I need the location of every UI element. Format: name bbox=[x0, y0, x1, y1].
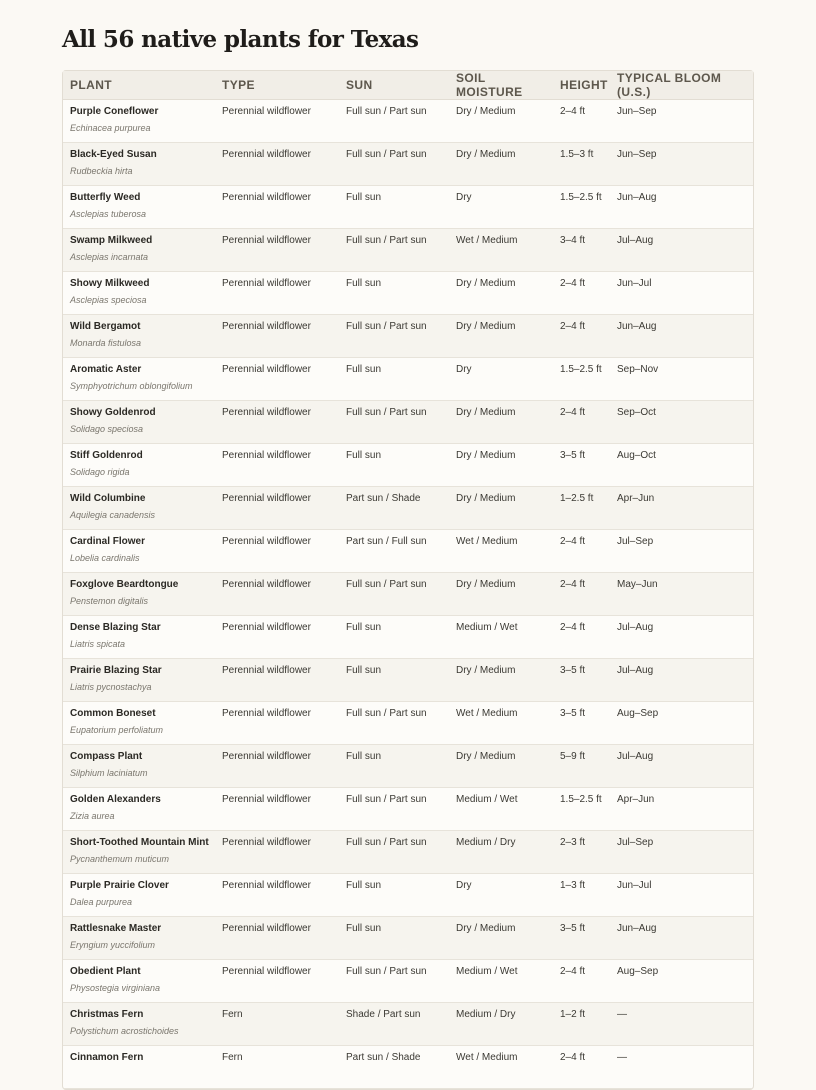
plant-type: Perennial wildflower bbox=[215, 702, 339, 745]
plant-height: 2–4 ft bbox=[553, 1046, 610, 1089]
column-header-height[interactable]: HEIGHT bbox=[553, 71, 610, 100]
plant-type: Perennial wildflower bbox=[215, 745, 339, 788]
plant-cell bbox=[63, 272, 215, 315]
plant-cell bbox=[63, 702, 215, 745]
plant-type: Perennial wildflower bbox=[215, 530, 339, 573]
plant-height: 1.5–3 ft bbox=[553, 143, 610, 186]
table-row bbox=[63, 530, 753, 573]
plant-common-name[interactable]: Dense Blazing Star bbox=[70, 622, 161, 633]
plant-height: 1–3 ft bbox=[553, 874, 610, 917]
plant-cell bbox=[63, 1003, 215, 1046]
plant-height: 3–5 ft bbox=[553, 917, 610, 960]
plant-type: Perennial wildflower bbox=[215, 143, 339, 186]
plant-height: 5–9 ft bbox=[553, 745, 610, 788]
plant-cell bbox=[63, 401, 215, 444]
plant-cell bbox=[63, 315, 215, 358]
plant-type: Perennial wildflower bbox=[215, 358, 339, 401]
column-header-bloom[interactable]: TYPICAL BLOOM (U.S.) bbox=[610, 71, 753, 100]
plant-common-name[interactable]: Purple Coneflower bbox=[70, 106, 159, 117]
column-header-sun[interactable]: SUN bbox=[339, 71, 449, 100]
plant-height: 1.5–2.5 ft bbox=[553, 358, 610, 401]
plant-common-name[interactable]: Cinnamon Fern bbox=[70, 1052, 144, 1063]
plant-sun: Full sun / Part sun bbox=[339, 401, 449, 444]
plant-scientific-name: Echinacea purpurea bbox=[70, 123, 151, 133]
plant-soil-moisture: Wet / Medium bbox=[449, 229, 553, 272]
plant-height: 2–4 ft bbox=[553, 960, 610, 1003]
plant-common-name[interactable]: Obedient Plant bbox=[70, 966, 141, 977]
table-row bbox=[63, 186, 753, 229]
plant-bloom: Jun–Aug bbox=[610, 186, 753, 229]
plant-scientific-name: Eupatorium perfoliatum bbox=[70, 725, 164, 735]
plant-bloom: Jun–Sep bbox=[610, 100, 753, 143]
plant-type: Perennial wildflower bbox=[215, 874, 339, 917]
plant-sun: Part sun / Full sun bbox=[339, 530, 449, 573]
table-row bbox=[63, 143, 753, 186]
plant-sun: Full sun bbox=[339, 358, 449, 401]
plant-height: 2–4 ft bbox=[553, 100, 610, 143]
plant-bloom: Aug–Sep bbox=[610, 702, 753, 745]
plant-bloom: Aug–Sep bbox=[610, 960, 753, 1003]
table-row bbox=[63, 960, 753, 1003]
plant-cell bbox=[63, 229, 215, 272]
plant-common-name[interactable]: Golden Alexanders bbox=[70, 794, 161, 805]
plant-height: 3–5 ft bbox=[553, 659, 610, 702]
plant-cell bbox=[63, 1046, 215, 1089]
plant-soil-moisture: Dry / Medium bbox=[449, 100, 553, 143]
table-row bbox=[63, 229, 753, 272]
table-header-row bbox=[63, 71, 753, 100]
plant-type: Perennial wildflower bbox=[215, 100, 339, 143]
plant-scientific-name: Symphyotrichum oblongifolium bbox=[70, 381, 193, 391]
plant-height: 3–5 ft bbox=[553, 444, 610, 487]
plant-common-name[interactable]: Swamp Milkweed bbox=[70, 235, 153, 246]
plant-cell bbox=[63, 874, 215, 917]
plant-sun: Full sun / Part sun bbox=[339, 315, 449, 358]
plant-cell bbox=[63, 143, 215, 186]
plant-sun: Full sun / Part sun bbox=[339, 143, 449, 186]
plant-scientific-name: Aquilegia canadensis bbox=[70, 510, 156, 520]
plant-cell bbox=[63, 186, 215, 229]
plant-common-name[interactable]: Purple Prairie Clover bbox=[70, 880, 169, 891]
plant-sun: Full sun / Part sun bbox=[339, 960, 449, 1003]
plant-type: Perennial wildflower bbox=[215, 401, 339, 444]
plant-scientific-name: Rudbeckia hirta bbox=[70, 166, 133, 176]
plant-scientific-name: Lobelia cardinalis bbox=[70, 553, 140, 563]
plant-sun: Full sun bbox=[339, 659, 449, 702]
plant-bloom: Jun–Sep bbox=[610, 143, 753, 186]
plant-common-name[interactable]: Butterfly Weed bbox=[70, 192, 141, 203]
table-row bbox=[63, 917, 753, 960]
plant-scientific-name: Eryngium yuccifolium bbox=[70, 940, 156, 950]
plant-scientific-name: Physostegia virginiana bbox=[70, 983, 161, 993]
plant-scientific-name: Asclepias tuberosa bbox=[70, 209, 147, 219]
plant-bloom: Jun–Aug bbox=[610, 917, 753, 960]
table-row bbox=[63, 100, 753, 143]
plant-soil-moisture: Dry / Medium bbox=[449, 272, 553, 315]
plant-type: Perennial wildflower bbox=[215, 917, 339, 960]
plant-scientific-name: Liatris pycnostachya bbox=[70, 682, 152, 692]
plant-type: Perennial wildflower bbox=[215, 272, 339, 315]
table-row bbox=[63, 487, 753, 530]
plant-soil-moisture: Medium / Wet bbox=[449, 788, 553, 831]
plant-cell bbox=[63, 616, 215, 659]
plant-type: Perennial wildflower bbox=[215, 229, 339, 272]
plant-scientific-name: Asclepias incarnata bbox=[70, 252, 149, 262]
plant-sun: Full sun / Part sun bbox=[339, 788, 449, 831]
column-header-soil-moisture[interactable]: SOIL MOISTURE bbox=[449, 71, 553, 100]
plant-height: 2–4 ft bbox=[553, 616, 610, 659]
plant-scientific-name: Silphium laciniatum bbox=[70, 768, 148, 778]
plant-common-name[interactable]: Common Boneset bbox=[70, 708, 156, 719]
table-row bbox=[63, 659, 753, 702]
plant-type: Perennial wildflower bbox=[215, 831, 339, 874]
plant-common-name[interactable]: Christmas Fern bbox=[70, 1009, 144, 1020]
plant-common-name[interactable]: Wild Columbine bbox=[70, 493, 146, 504]
plant-height: 1–2 ft bbox=[553, 1003, 610, 1046]
plant-bloom: — bbox=[610, 1003, 753, 1046]
plant-cell bbox=[63, 917, 215, 960]
plant-bloom: Apr–Jun bbox=[610, 487, 753, 530]
plant-common-name[interactable]: Wild Bergamot bbox=[70, 321, 141, 332]
plant-common-name[interactable]: Aromatic Aster bbox=[70, 364, 142, 375]
plant-height: 1.5–2.5 ft bbox=[553, 186, 610, 229]
plant-type: Fern bbox=[215, 1003, 339, 1046]
plant-height: 2–4 ft bbox=[553, 315, 610, 358]
plant-cell bbox=[63, 530, 215, 573]
plant-scientific-name: Dalea purpurea bbox=[70, 897, 133, 907]
plant-scientific-name: Asclepias speciosa bbox=[70, 295, 147, 305]
plant-common-name[interactable]: Showy Milkweed bbox=[70, 278, 150, 289]
plant-sun: Full sun / Part sun bbox=[339, 831, 449, 874]
plant-soil-moisture: Dry / Medium bbox=[449, 444, 553, 487]
plant-common-name[interactable]: Black-Eyed Susan bbox=[70, 149, 157, 160]
plant-type: Perennial wildflower bbox=[215, 659, 339, 702]
plant-bloom: Apr–Jun bbox=[610, 788, 753, 831]
plant-height: 3–4 ft bbox=[553, 229, 610, 272]
plant-sun: Full sun bbox=[339, 616, 449, 659]
plant-sun: Full sun bbox=[339, 745, 449, 788]
plant-common-name[interactable]: Cardinal Flower bbox=[70, 536, 146, 547]
plant-soil-moisture: Dry / Medium bbox=[449, 745, 553, 788]
plant-cell bbox=[63, 358, 215, 401]
plant-sun: Full sun / Part sun bbox=[339, 573, 449, 616]
plant-type: Perennial wildflower bbox=[215, 788, 339, 831]
plant-bloom: May–Jun bbox=[610, 573, 753, 616]
table-row bbox=[63, 573, 753, 616]
plant-height: 2–3 ft bbox=[553, 831, 610, 874]
plant-cell bbox=[63, 659, 215, 702]
plant-bloom: Sep–Oct bbox=[610, 401, 753, 444]
plant-common-name[interactable]: Short-Toothed Mountain Mint bbox=[70, 837, 209, 848]
plant-scientific-name: Pycnanthemum muticum bbox=[70, 854, 170, 864]
table-row bbox=[63, 1003, 753, 1046]
plant-sun: Full sun bbox=[339, 917, 449, 960]
plant-type: Perennial wildflower bbox=[215, 960, 339, 1003]
table-row bbox=[63, 702, 753, 745]
plant-bloom: Jun–Aug bbox=[610, 315, 753, 358]
table-row bbox=[63, 788, 753, 831]
table-row bbox=[63, 874, 753, 917]
plant-soil-moisture: Dry / Medium bbox=[449, 401, 553, 444]
table-row bbox=[63, 1046, 753, 1089]
plant-height: 1–2.5 ft bbox=[553, 487, 610, 530]
plant-soil-moisture: Dry / Medium bbox=[449, 143, 553, 186]
plant-height: 2–4 ft bbox=[553, 401, 610, 444]
plant-soil-moisture: Medium / Wet bbox=[449, 960, 553, 1003]
plant-cell bbox=[63, 100, 215, 143]
plants-table bbox=[62, 70, 754, 1090]
plant-bloom: Aug–Oct bbox=[610, 444, 753, 487]
table-row bbox=[63, 745, 753, 788]
plant-scientific-name: Solidago rigida bbox=[70, 467, 130, 477]
plant-cell bbox=[63, 831, 215, 874]
plant-common-name[interactable]: Foxglove Beardtongue bbox=[70, 579, 179, 590]
column-header-plant[interactable]: PLANT bbox=[63, 71, 215, 100]
plant-soil-moisture: Dry / Medium bbox=[449, 659, 553, 702]
plant-common-name[interactable]: Stiff Goldenrod bbox=[70, 450, 143, 461]
plant-soil-moisture: Medium / Dry bbox=[449, 1003, 553, 1046]
plant-bloom: Sep–Nov bbox=[610, 358, 753, 401]
plant-soil-moisture: Medium / Wet bbox=[449, 616, 553, 659]
plant-cell bbox=[63, 444, 215, 487]
plant-bloom: — bbox=[610, 1046, 753, 1089]
plant-sun: Full sun / Part sun bbox=[339, 100, 449, 143]
plant-type: Perennial wildflower bbox=[215, 186, 339, 229]
plant-bloom: Jun–Jul bbox=[610, 874, 753, 917]
plant-cell bbox=[63, 487, 215, 530]
plant-bloom: Jul–Aug bbox=[610, 659, 753, 702]
plant-soil-moisture: Dry bbox=[449, 186, 553, 229]
plant-type: Perennial wildflower bbox=[215, 616, 339, 659]
plant-type: Perennial wildflower bbox=[215, 315, 339, 358]
plant-scientific-name: Polystichum acrostichoides bbox=[70, 1026, 179, 1036]
plant-scientific-name: Penstemon digitalis bbox=[70, 596, 149, 606]
plant-common-name[interactable]: Prairie Blazing Star bbox=[70, 665, 162, 676]
plant-soil-moisture: Dry / Medium bbox=[449, 487, 553, 530]
plant-soil-moisture: Wet / Medium bbox=[449, 1046, 553, 1089]
plant-soil-moisture: Dry / Medium bbox=[449, 315, 553, 358]
plant-sun: Full sun bbox=[339, 186, 449, 229]
plant-scientific-name: Liatris spicata bbox=[70, 639, 126, 649]
plant-sun: Full sun bbox=[339, 272, 449, 315]
plant-sun: Shade / Part sun bbox=[339, 1003, 449, 1046]
plant-type: Perennial wildflower bbox=[215, 487, 339, 530]
table-row bbox=[63, 315, 753, 358]
plant-type: Fern bbox=[215, 1046, 339, 1089]
plant-sun: Full sun / Part sun bbox=[339, 702, 449, 745]
plant-type: Perennial wildflower bbox=[215, 573, 339, 616]
table-row bbox=[63, 401, 753, 444]
plant-soil-moisture: Dry / Medium bbox=[449, 573, 553, 616]
plant-sun: Part sun / Shade bbox=[339, 1046, 449, 1089]
plant-soil-moisture: Dry / Medium bbox=[449, 917, 553, 960]
plant-height: 3–5 ft bbox=[553, 702, 610, 745]
plant-soil-moisture: Wet / Medium bbox=[449, 702, 553, 745]
plant-cell bbox=[63, 573, 215, 616]
plant-height: 2–4 ft bbox=[553, 573, 610, 616]
plant-soil-moisture: Dry bbox=[449, 874, 553, 917]
plant-scientific-name: Monarda fistulosa bbox=[70, 338, 142, 348]
plant-scientific-name: Zizia aurea bbox=[70, 811, 115, 821]
plant-bloom: Jul–Aug bbox=[610, 229, 753, 272]
column-header-type[interactable]: TYPE bbox=[215, 71, 339, 100]
plant-bloom: Jul–Sep bbox=[610, 530, 753, 573]
plant-sun: Full sun / Part sun bbox=[339, 229, 449, 272]
plant-soil-moisture: Medium / Dry bbox=[449, 831, 553, 874]
table-row bbox=[63, 444, 753, 487]
plant-common-name[interactable]: Showy Goldenrod bbox=[70, 407, 156, 418]
plant-sun: Full sun bbox=[339, 444, 449, 487]
plant-soil-moisture: Dry bbox=[449, 358, 553, 401]
plant-sun: Full sun bbox=[339, 874, 449, 917]
plant-common-name[interactable]: Compass Plant bbox=[70, 751, 143, 762]
plant-height: 1.5–2.5 ft bbox=[553, 788, 610, 831]
plant-cell bbox=[63, 960, 215, 1003]
plant-cell bbox=[63, 788, 215, 831]
plant-sun: Part sun / Shade bbox=[339, 487, 449, 530]
plant-bloom: Jun–Jul bbox=[610, 272, 753, 315]
plant-height: 2–4 ft bbox=[553, 530, 610, 573]
plant-soil-moisture: Wet / Medium bbox=[449, 530, 553, 573]
plant-bloom: Jul–Sep bbox=[610, 831, 753, 874]
table-row bbox=[63, 358, 753, 401]
plant-bloom: Jul–Aug bbox=[610, 745, 753, 788]
plant-common-name[interactable]: Rattlesnake Master bbox=[70, 923, 162, 934]
table-row bbox=[63, 616, 753, 659]
page-title: All 56 native plants for Texas bbox=[62, 26, 419, 53]
plant-cell bbox=[63, 745, 215, 788]
plant-height: 2–4 ft bbox=[553, 272, 610, 315]
table-row bbox=[63, 831, 753, 874]
plant-bloom: Jul–Aug bbox=[610, 616, 753, 659]
plant-type: Perennial wildflower bbox=[215, 444, 339, 487]
table-row bbox=[63, 272, 753, 315]
plant-scientific-name: Solidago speciosa bbox=[70, 424, 144, 434]
